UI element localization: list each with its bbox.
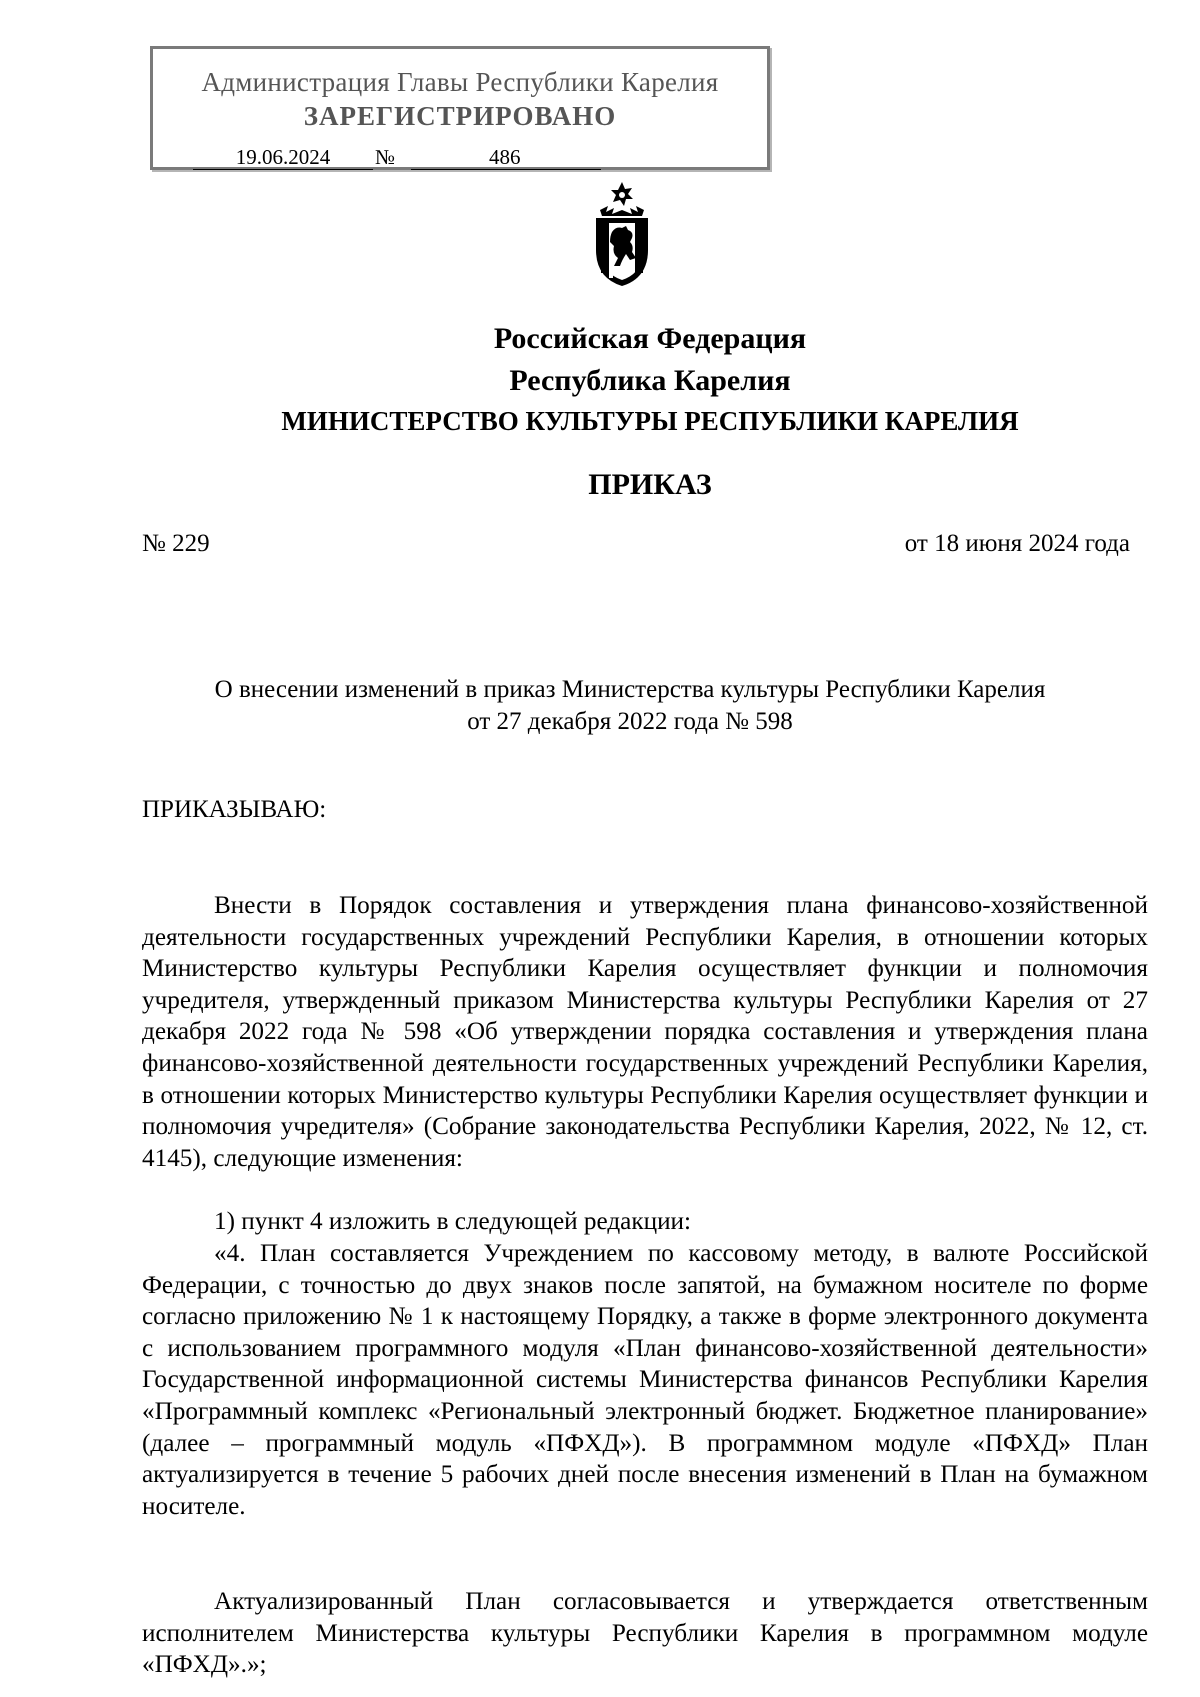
header-ministry: МИНИСТЕРСТВО КУЛЬТУРЫ РЕСПУБЛИКИ КАРЕЛИЯ [281, 406, 1019, 436]
header-republic: Республика Карелия [509, 364, 791, 397]
coat-of-arms-karelia-icon [586, 180, 658, 288]
stamp-status: ЗАРЕГИСТРИРОВАНО [303, 101, 617, 131]
body-paragraph-2 [142, 1206, 1148, 1238]
subject-line-1: О внесении изменений в приказ Министерства культуры Республики Карелия [214, 676, 1046, 703]
stamp-number: 486 [411, 145, 601, 170]
header-country: Российская Федерация [493, 322, 807, 355]
body-paragraph-4 [142, 1586, 1148, 1681]
stamp-number-sign: № [375, 145, 396, 169]
order-date: от 18 июня 2024 года [904, 530, 1130, 557]
subject-line-2: от 27 декабря 2022 года № 598 [467, 708, 793, 735]
paragraph-text: Внести в Порядок составления и утверждения плана финансово-хозяйственной деятельности государственных учреждений Республики Карелия, в отношении которых Министерство культуры Республики Карелия осуществляет функции и полномочия учредителя, утвержденный приказом Министерства культуры Республики Карелия от 27 декабря 2022 года № 598 «Об утверждении порядка составления и утверждения плана финансово-хозяйственной деятельности государственных учреждений Республики Карелия, в отношении которых Министерство культуры Республики Карелия осуществляет функции и полномочия учредителя» (Собрание законодательства Республики Карелия, 2022, № 12, ст. 4145), следующие изменения: [142, 892, 1148, 1172]
order-number: № 229 [142, 530, 210, 557]
body-paragraph-3 [142, 1238, 1148, 1522]
stamp-organization: Администрация Главы Республики Карелия [201, 67, 719, 97]
stamp-date: 19.06.2024 [193, 145, 373, 170]
document-type: ПРИКАЗ [588, 468, 712, 501]
command-word: ПРИКАЗЫВАЮ: [142, 796, 327, 823]
registration-stamp [150, 46, 770, 170]
body-paragraph-1 [142, 890, 1148, 1174]
paragraph-text: «4. План составляется Учреждением по кассовому методу, в валюте Российской Федерации, с точностью до двух знаков после запятой, на бумажном носителе по форме согласно приложению № 1 к настоящему Порядку, а также в форме электронного документа с использованием программного модуля «План финансово-хозяйственной деятельности» Государственной информационной системы Министерства финансов Республики Карелия «Программный комплекс «Региональный электронный бюджет. Бюджетное планирование» (далее – программный модуль «ПФХД»). В программном модуле «ПФХД» План актуализируется в течение 5 рабочих дней после внесения изменений в План на бумажном носителе. [142, 1240, 1148, 1520]
paragraph-text: Актуализированный План согласовывается и утверждается ответственным исполнителем Министерства культуры Республики Карелия в программном модуле «ПФХД».»; [142, 1588, 1148, 1679]
paragraph-text: 1) пункт 4 изложить в следующей редакции: [214, 1208, 692, 1235]
